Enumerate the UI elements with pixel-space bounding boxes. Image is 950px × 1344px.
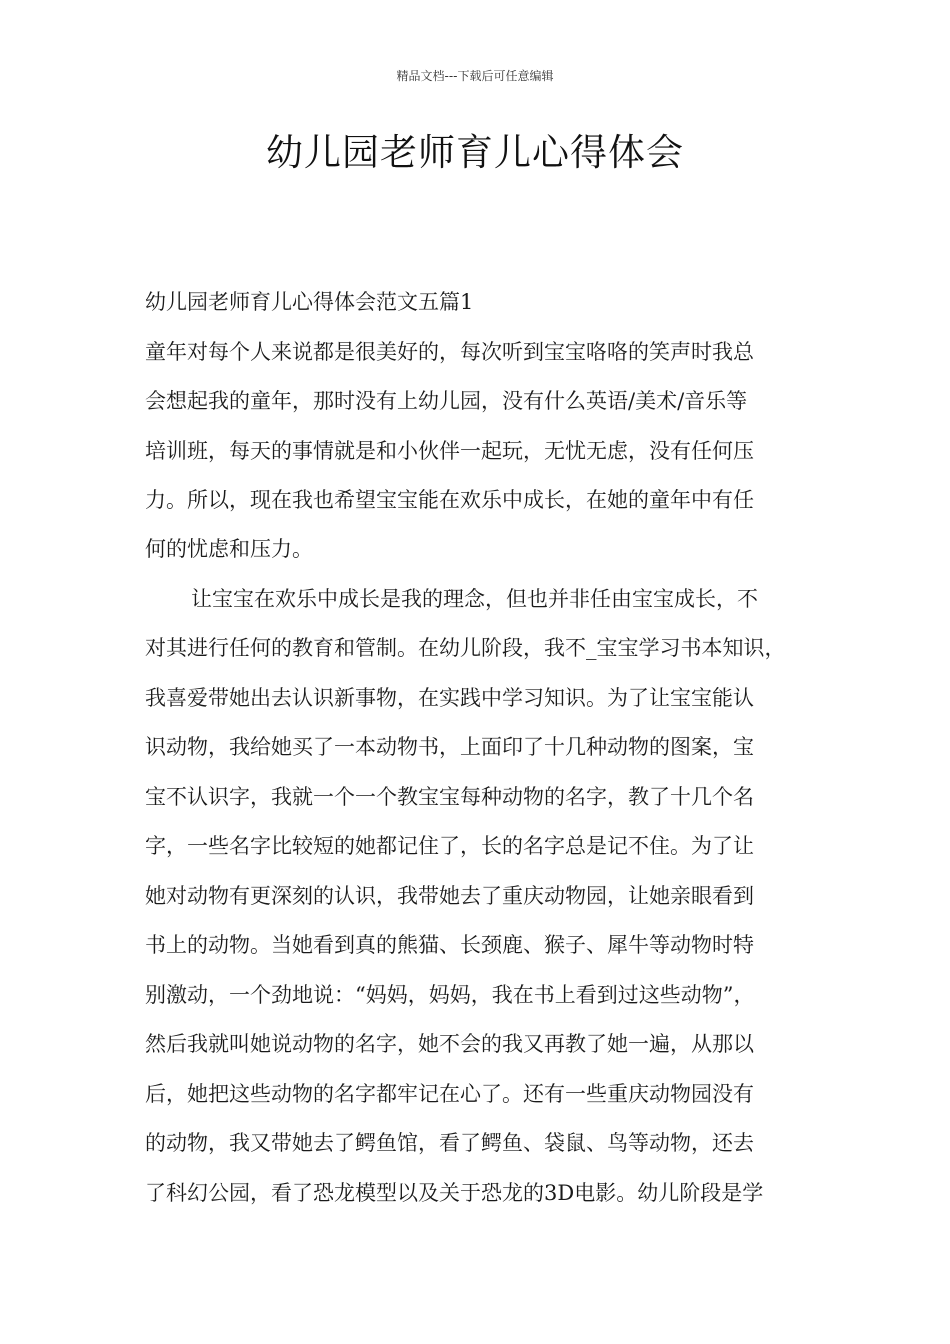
paragraph-line: 别激动，一个劲地说：“妈妈，妈妈，我在书上看到过这些动物”， xyxy=(145,983,755,1007)
paragraph-line: 宝不认识字，我就一个一个教宝宝每种动物的名字，教了十几个名 xyxy=(145,785,754,809)
paragraph-line: 她对动物有更深刻的认识，我带她去了重庆动物园，让她亲眼看到 xyxy=(145,884,754,908)
paragraph-line: 了科幻公园，看了恐龙模型以及关于恐龙的3D电影。幼儿阶段是学 xyxy=(145,1181,764,1205)
paragraph-line: 何的忧虑和压力。 xyxy=(145,537,313,561)
paragraph-line: 我喜爱带她出去认识新事物，在实践中学习知识。为了让宝宝能认 xyxy=(145,686,754,710)
paragraph-line: 对其进行任何的教育和管制。在幼儿阶段，我不_宝宝学习书本知识， xyxy=(145,636,786,660)
paragraph-line: 然后我就叫她说动物的名字，她不会的我又再教了她一遍，从那以 xyxy=(145,1032,754,1056)
paragraph-line: 后，她把这些动物的名字都牢记在心了。还有一些重庆动物园没有 xyxy=(145,1082,754,1106)
paragraph-line: 让宝宝在欢乐中成长是我的理念，但也并非任由宝宝成长，不 xyxy=(191,587,758,611)
section-heading: 幼儿园老师育儿心得体会范文五篇1 xyxy=(145,290,474,314)
paragraph-line: 童年对每个人来说都是很美好的，每次听到宝宝咯咯的笑声时我总 xyxy=(145,340,754,364)
paragraph-line: 培训班，每天的事情就是和小伙伴一起玩，无忧无虑，没有任何压 xyxy=(145,439,754,463)
paragraph-line: 的动物，我又带她去了鳄鱼馆，看了鳄鱼、袋鼠、鸟等动物，还去 xyxy=(145,1131,754,1155)
paragraph-line: 会想起我的童年，那时没有上幼儿园，没有什么英语/美术/音乐等 xyxy=(145,389,748,413)
paragraph-line: 字，一些名字比较短的她都记住了，长的名字总是记不住。为了让 xyxy=(145,834,754,858)
header-note: 精品文档---下载后可任意编辑 xyxy=(396,69,554,83)
paragraph-line: 识动物，我给她买了一本动物书，上面印了十几种动物的图案，宝 xyxy=(145,735,754,759)
paragraph-line: 书上的动物。当她看到真的熊猫、长颈鹿、猴子、犀牛等动物时特 xyxy=(145,933,754,957)
document-title: 幼儿园老师育儿心得体会 xyxy=(266,131,684,174)
paragraph-line: 力。所以，现在我也希望宝宝能在欢乐中成长，在她的童年中有任 xyxy=(145,488,754,512)
